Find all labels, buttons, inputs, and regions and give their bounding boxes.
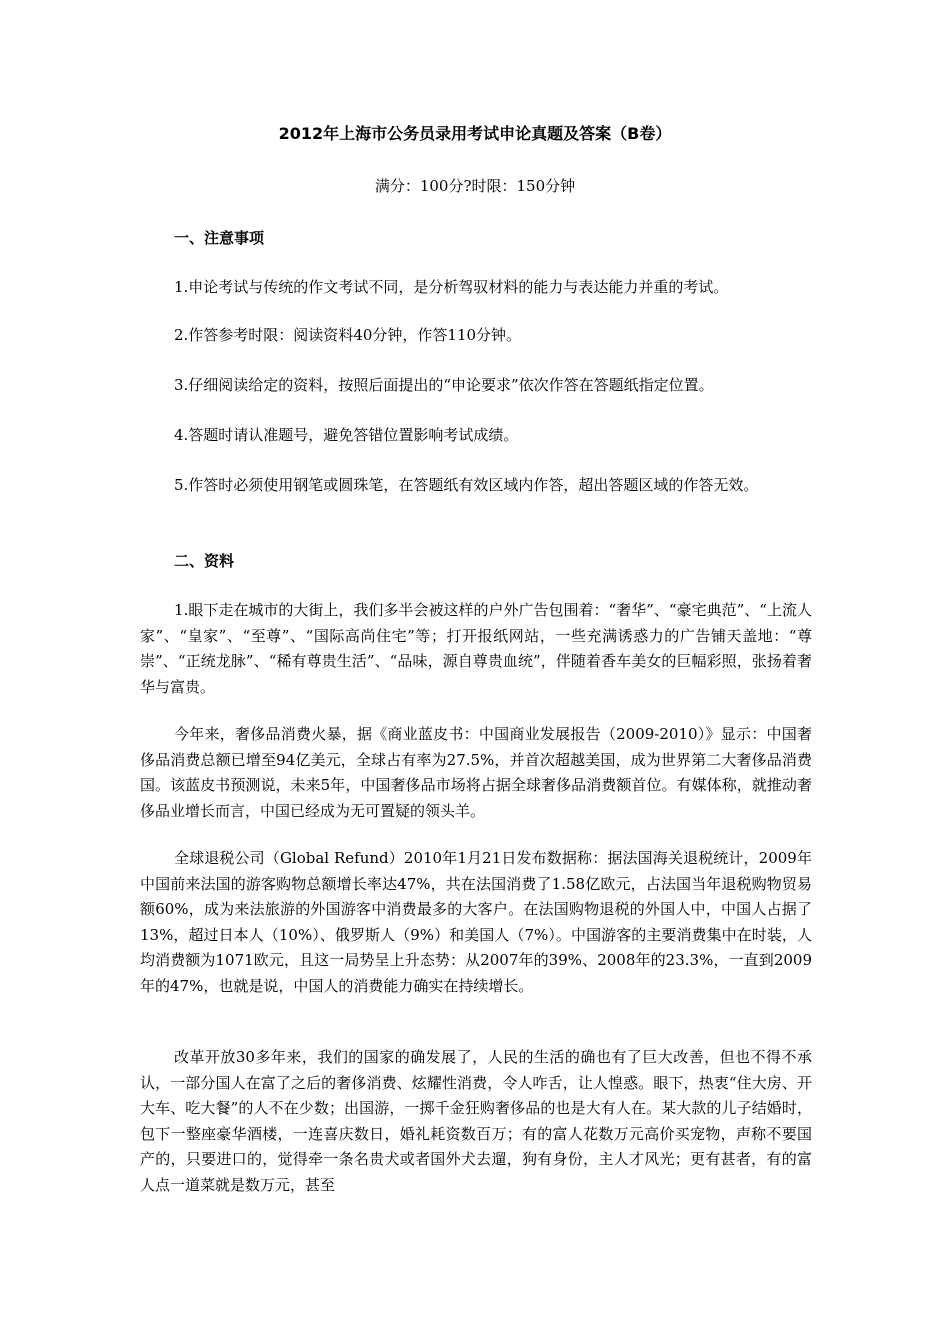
notice-item: 5.作答时必须使用钢笔或圆珠笔，在答题纸有效区域内作答，超出答题区域的作答无效。 <box>174 476 759 494</box>
material-paragraph: 今年来，奢侈品消费火暴，据《商业蓝皮书：中国商业发展报告（2009-2010）》显示：中国奢侈品消费总额已增至94亿美元，全球占有率为27.5%，并首次超越美国，成为世界第二大奢侈品消费国。该蓝皮书预测说，未来5年，中国奢侈品市场将占据全球奢侈品消费额首位。有媒体称，就推动奢侈品业增长而言，中国已经成为无可置疑的领头羊。 <box>140 725 812 820</box>
material-paragraph: 1.眼下走在城市的大街上，我们多半会被这样的户外广告包围着：“奢华”、“豪宅典范”、“上流人家”、“皇家”、“至尊”、“国际高尚住宅”等；打开报纸网站，一些充满诱惑力的广告铺天盖地：“尊崇”、“正统龙脉”、“稀有尊贵生活”、“品味，源自尊贵血统”，伴随着香车美女的巨幅彩照，张扬着奢华与富贵。 <box>140 601 812 696</box>
material-paragraph: 改革开放30多年来，我们的国家的确发展了，人民的生活的确也有了巨大改善，但也不得不承认，一部分国人在富了之后的奢侈消费、炫耀性消费，令人咋舌，让人惶惑。眼下，热衷“住大房、开大车、吃大餐”的人不在少数；出国游，一掷千金狂购奢侈品的也是大有人在。某大款的儿子结婚时，包下一整座豪华酒楼，一连喜庆数日，婚礼耗资数百万；有的富人花数万元高价买宠物，声称不要国产的，只要进口的，觉得牵一条名贵犬或者国外犬去遛，狗有身份，主人才风光；更有甚者，有的富人点一道菜就是数万元，甚至 <box>140 1048 812 1194</box>
document-subtitle: 满分：100分?时限：150分钟 <box>374 177 576 195</box>
notice-item: 3.仔细阅读给定的资料，按照后面提出的“申论要求”依次作答在答题纸指定位置。 <box>174 376 714 394</box>
document-title: 2012年上海市公务员录用考试申论真题及答案（B卷） <box>278 124 672 143</box>
notice-item: 1.申论考试与传统的作文考试不同，是分析驾驭材料的能力与表达能力并重的考试。 <box>174 278 729 296</box>
section-heading-notes: 一、注意事项 <box>174 229 265 247</box>
material-paragraph: 全球退税公司（Global Refund）2010年1月21日发布数据称：据法国海关退税统计，2009年中国前来法国的游客购物总额增长率达47%，共在法国消费了1.58亿欧元，占法国当年退税购物贸易额60%，成为来法旅游的外国游客中消费最多的大客户。在法国购物退税的外国人中，中国人占据了13%，超过日本人（10%）、俄罗斯人（9%）和美国人（7%）。中国游客的主要消费集中在时装，人均消费额为1071欧元，且这一局势呈上升态势：从2007年的39%、2008年的23.3%，一直到2009年的47%，也就是说，中国人的消费能力确实在持续增长。 <box>140 849 812 995</box>
notice-item: 4.答题时请认准题号，避免答错位置影响考试成绩。 <box>174 426 519 444</box>
notice-item: 2.作答参考时限：阅读资料40分钟，作答110分钟。 <box>174 326 522 344</box>
section-heading-materials: 二、资料 <box>174 552 235 570</box>
